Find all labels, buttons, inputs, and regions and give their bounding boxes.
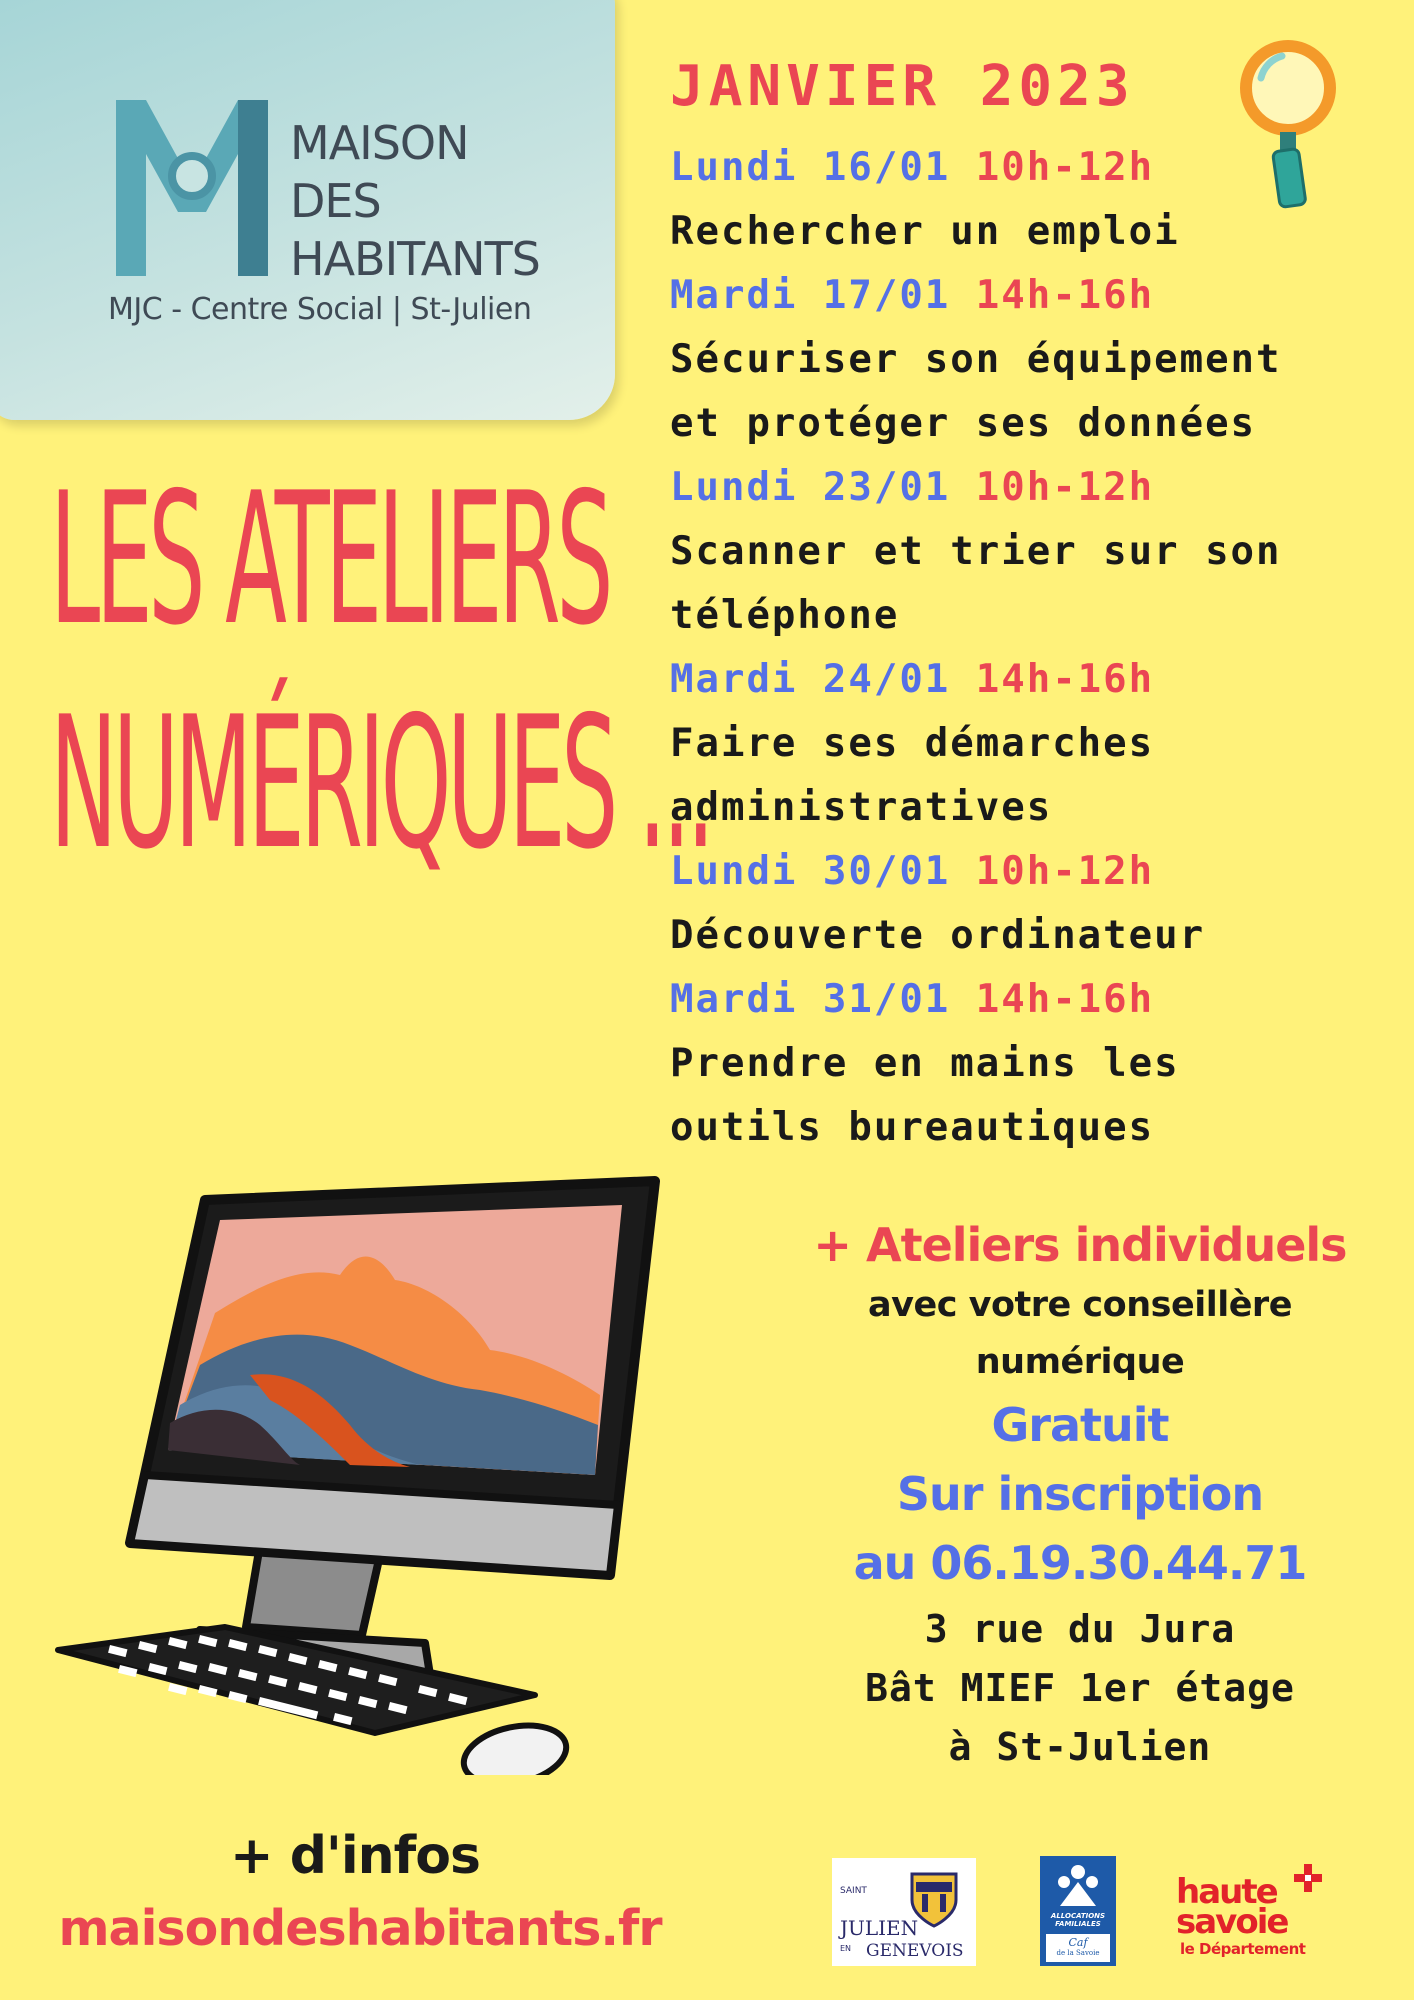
session-time: 10h-12h bbox=[975, 465, 1155, 510]
individual-title: + Ateliers individuels bbox=[813, 1218, 1347, 1272]
schedule-list bbox=[670, 136, 1390, 1160]
caf-allocations-text: ALLOCATIONS FAMILIALES bbox=[1050, 1912, 1106, 1928]
website-link[interactable]: maisondeshabitants.fr bbox=[58, 1900, 662, 1957]
session-title: administratives bbox=[670, 785, 1053, 830]
session-title: Sécuriser son équipement bbox=[670, 337, 1282, 382]
hs-word-savoie: savoie bbox=[1176, 1902, 1288, 1942]
headline-line2: NUMÉRIQUES ... bbox=[50, 677, 711, 889]
caf-name-text: Caf bbox=[1068, 1936, 1088, 1949]
individual-workshops-block bbox=[790, 1213, 1370, 1598]
session-title: Découverte ordinateur bbox=[670, 913, 1206, 958]
address-block bbox=[790, 1600, 1370, 1777]
hs-department-text: le Département bbox=[1180, 1940, 1306, 1958]
session-4 bbox=[670, 840, 1390, 968]
session-time: 10h-12h bbox=[975, 145, 1155, 190]
session-title: Scanner et trier sur son bbox=[670, 529, 1282, 574]
sj-saint-text: SAINT bbox=[840, 1886, 867, 1896]
session-time: 10h-12h bbox=[975, 849, 1155, 894]
month-title: JANVIER 2023 bbox=[670, 54, 1135, 119]
session-title: Rechercher un emploi bbox=[670, 209, 1180, 254]
address-line2: Bât MIEF 1er étage bbox=[865, 1666, 1295, 1710]
caf-logo bbox=[1040, 1856, 1116, 1966]
caf-family-icon bbox=[1054, 1862, 1102, 1908]
more-info-label: + d'infos bbox=[230, 1826, 480, 1886]
logo-tagline: MJC - Centre Social | St-Julien bbox=[108, 292, 532, 327]
sj-genevois-text: GENEVOIS bbox=[866, 1941, 964, 1961]
session-time: 14h-16h bbox=[975, 657, 1155, 702]
session-day: Lundi 30/01 bbox=[670, 849, 951, 894]
session-title: et protéger ses données bbox=[670, 401, 1257, 446]
registration-label: Sur inscription bbox=[896, 1467, 1264, 1521]
session-title: Prendre en mains les bbox=[670, 1041, 1180, 1086]
session-title: téléphone bbox=[670, 593, 900, 638]
logo-word-des: DES bbox=[290, 174, 381, 228]
saint-julien-logo bbox=[832, 1858, 976, 1966]
sj-julien-text: JULIEN bbox=[840, 1916, 919, 1940]
session-day: Lundi 23/01 bbox=[670, 465, 951, 510]
address-line3: à St-Julien bbox=[948, 1725, 1212, 1769]
logo-card bbox=[0, 0, 615, 420]
session-day: Lundi 16/01 bbox=[670, 145, 951, 190]
logo-word-habitants: HABITANTS bbox=[290, 232, 540, 286]
headline-line1: LES ATELIERS bbox=[50, 453, 610, 665]
session-day: Mardi 17/01 bbox=[670, 273, 951, 318]
session-title: outils bureautiques bbox=[670, 1105, 1155, 1150]
address-line1: 3 rue du Jura bbox=[924, 1607, 1236, 1651]
hs-word-haute: haute bbox=[1176, 1872, 1277, 1912]
haute-savoie-cross-icon bbox=[1294, 1864, 1322, 1892]
logo-word-maison: MAISON bbox=[290, 116, 469, 170]
sj-en-text: EN bbox=[840, 1944, 852, 1953]
session-0 bbox=[670, 136, 1390, 264]
session-day: Mardi 31/01 bbox=[670, 977, 951, 1022]
haute-savoie-logo bbox=[1176, 1860, 1326, 1966]
session-time: 14h-16h bbox=[975, 977, 1155, 1022]
individual-sub-line1: avec votre conseillère bbox=[868, 1285, 1292, 1325]
session-title: Faire ses démarches bbox=[670, 721, 1155, 766]
session-2 bbox=[670, 456, 1390, 648]
session-5 bbox=[670, 968, 1390, 1160]
caf-sub-text: de la Savoie bbox=[1056, 1949, 1100, 1957]
session-time: 14h-16h bbox=[975, 273, 1155, 318]
session-3 bbox=[670, 648, 1390, 840]
free-label: Gratuit bbox=[991, 1398, 1169, 1452]
session-day: Mardi 24/01 bbox=[670, 657, 951, 702]
computer-illustration bbox=[50, 1175, 675, 1775]
mdh-logo-icon bbox=[108, 92, 276, 282]
session-1 bbox=[670, 264, 1390, 456]
phone-number: au 06.19.30.44.71 bbox=[853, 1536, 1307, 1590]
individual-sub-line2: numérique bbox=[975, 1342, 1185, 1382]
